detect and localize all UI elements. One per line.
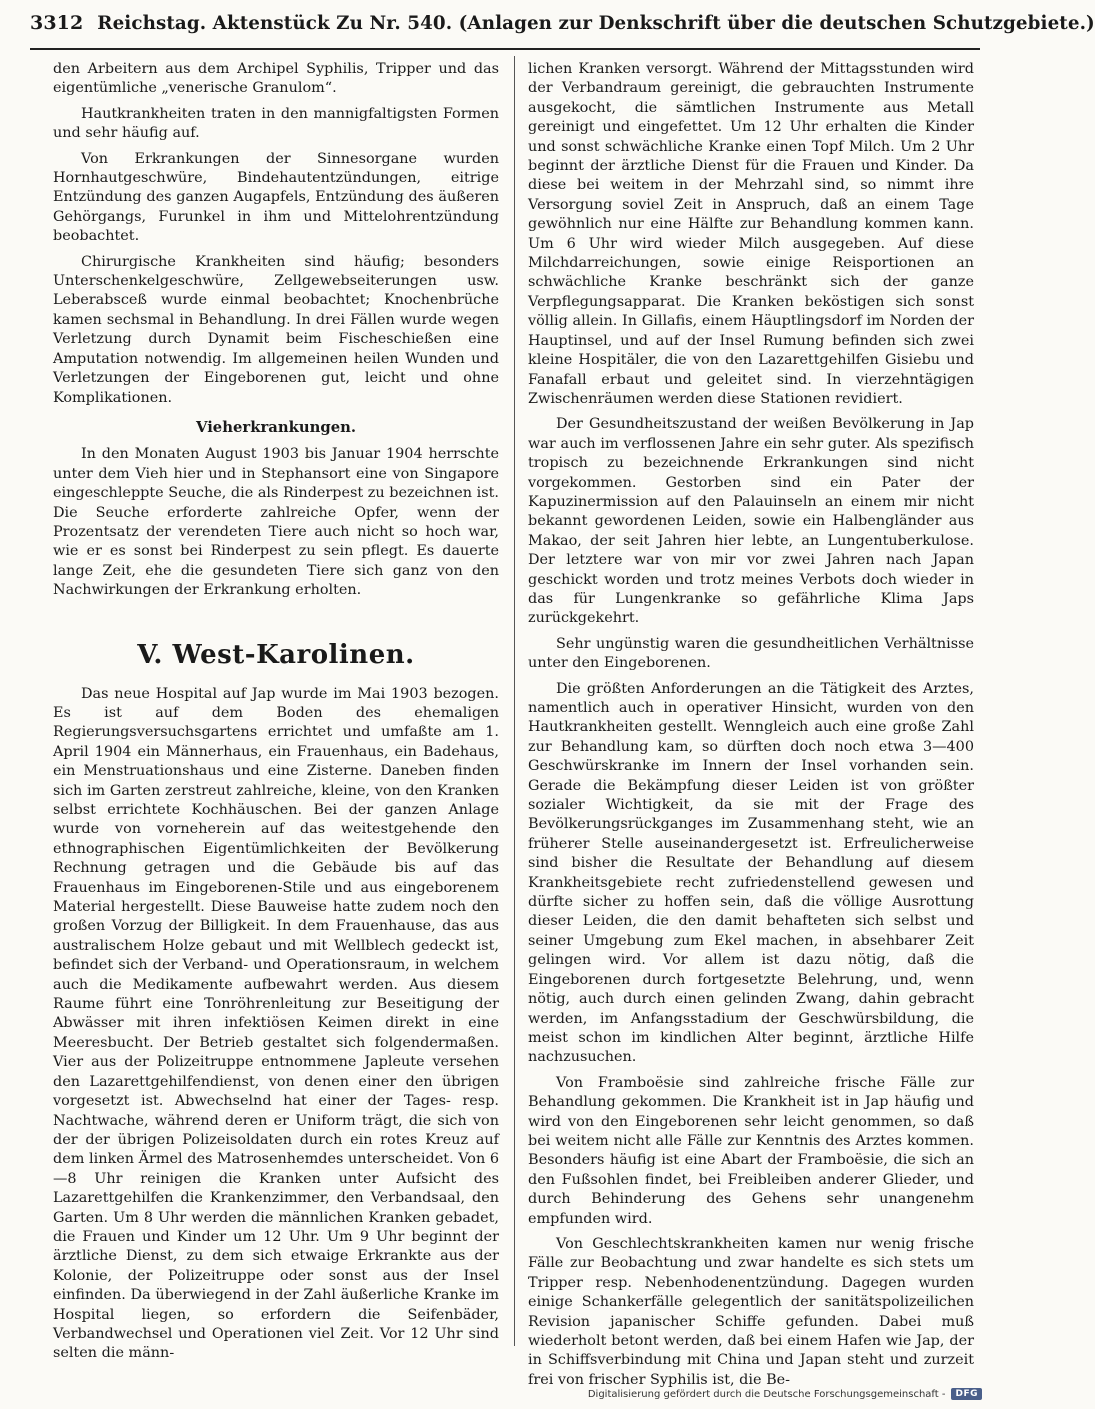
- right-column: [528, 60, 974, 1388]
- paragraph: den Arbeitern aus dem Archipel Syphilis, Tripper und das eigentümliche „venerische Granulom“.: [53, 61, 499, 97]
- subheading: Vieherkrankungen.: [195, 418, 357, 436]
- footer-text: Digitalisierung gefördert durch die Deutsche Forschungsgemeinschaft -: [587, 1388, 946, 1400]
- digitization-footer: [588, 1385, 982, 1403]
- paragraph: Chirurgische Krankheiten sind häufig; besonders Unterschenkelgeschwüre, Zellgewebseiterungen usw. Leberabsceß wurde einmal beobachtet; Knochenbrüche kamen sechsmal in Behandlung. In drei Fällen wurde wegen Verletzung durch Dynamit beim Fischeschießen eine Amputation notwendig. Im allgemeinen heilen Wunden und Verletzungen der Eingeborenen gut, leicht und ohne Komplikationen.: [53, 253, 499, 406]
- paragraph: In den Monaten August 1903 bis Januar 1904 herrschte unter dem Vieh hier und in Stephansort eine von Singapore eingeschleppte Seuche, die als Rinderpest zu bezeichnen ist. Die Seuche erforderte zahlreiche Opfer, wenn der Prozentsatz der verendeten Tiere auch nicht so hoch war, wie er es sonst bei Rinderpest zu sein pflegt. Es dauerte lange Zeit, ehe die gesundeten Tiere sich ganz von den Nachwirkungen der Erkrankung erholten.: [53, 446, 499, 599]
- paragraph: lichen Kranken versorgt. Während der Mittagsstunden wird der Verbandraum gereinigt, die gebrauchten Instrumente ausgekocht, die sämtlichen Instrumente aus Metall gereinigt und eingefettet. Um 12 Uhr erhalten die Kinder und sonst schwächliche Kranke einen Topf Milch. Um 2 Uhr beginnt der ärztliche Dienst für die Frauen und Kinder. Da diese bei weitem in der Mehrzahl sind, so nimmt ihre Versorgung soviel Zeit in Anspruch, daß an einem Tage gewöhnlich nur eine Hälfte zur Behandlung kommen kann. Um 6 Uhr wird wieder Milch ausgegeben. Auf diese Milchdarreichungen, sowie einige Reisportionen an schwächliche Kranke beschränkt sich der ganze Verpflegungsapparat. Die Kranken beköstigen sich sonst völlig allein. In Gillafis, einem Häuptlingsdorf im Norden der Hauptinsel, und auf der Insel Rumung befinden sich zwei kleine Hospitäler, die von den Lazarettgehilfen Gisiebu und Fanafall erbaut und geleitet sind. In vierzehntägigen Zwischenräumen werden diese Stationen revidiert.: [528, 61, 974, 407]
- paragraph: Von Framboësie sind zahlreiche frische Fälle zur Behandlung gekommen. Die Krankheit ist in Jap häufig und wird von den Eingeborenen sehr leicht genommen, so daß bei weitem nicht alle Fälle zur Kenntnis des Arztes kommen. Besonders häufig ist eine Abart der Framboësie, die sich an den Fußsohlen findet, bei Freibleiben anderer Glieder, und durch Behinderung des Gehens sehr unangenehm empfunden wird.: [528, 1074, 974, 1227]
- dfg-logo: DFG: [951, 1388, 982, 1400]
- section-heading: V. West-Karolinen.: [137, 639, 415, 670]
- paragraph: Hautkrankheiten traten in den mannigfaltigsten Formen und sehr häufig auf.: [53, 105, 499, 142]
- header-title: Reichstag. Aktenstück Zu Nr. 540. (Anlagen zur Denkschrift über die deutschen Schutzgebiete.): [97, 13, 1095, 34]
- paragraph: Das neue Hospital auf Jap wurde im Mai 1903 bezogen. Es ist auf dem Boden des ehemaligen Regierungsversuchsgartens errichtet und umfaßte am 1. April 1904 ein Männerhaus, ein Frauenhaus, ein Badehaus, ein Menstruationshaus und eine Zisterne. Daneben finden sich im Garten zerstreut zahlreiche, kleine, von den Kranken selbst errichtete Kochhäuschen. Bei der ganzen Anlage wurde von vorneherein auf das weitestgehende den ethnographischen Eigentümlichkeiten der Bevölkerung Rechnung getragen und die Gebäude bis auf das Frauenhaus im Eingeborenen-Stile und aus eingeborenem Material hergestellt. Diese Bauweise hatte zudem noch den großen Vorzug der Billigkeit. In dem Frauenhause, das aus australischem Holze gebaut und mit Wellblech gedeckt ist, befindet sich der Verband- und Operationsraum, in welchem auch die Medikamente aufbewahrt werden. Aus diesem Raume führt eine Tonröhrenleitung zur Beseitigung der Abwässer mit ihren infektiösen Keimen direkt in eine Meeresbucht. Der Betrieb gestaltet sich folgendermaßen. Vier aus der Polizeitruppe entnommene Japleute versehen den Lazarettgehilfendienst, von denen einer den übrigen vorgesetzt ist. Abwechselnd hat einer der Tages- resp. Nachtwache, während deren er Uniform trägt, die sich von der der übrigen Polizeisoldaten durch ein rotes Kreuz auf dem linken Ärmel des Matrosenhemdes unterscheidet. Von 6—8 Uhr reinigen die Kranken unter Aufsicht des Lazarettgehilfen die Krankenzimmer, den Verbandsaal, den Garten. Um 8 Uhr werden die männlichen Kranken gebadet, die Frauen und Kinder um 12 Uhr. Um 9 Uhr beginnt der ärztliche Dienst, zu dem sich etwaige Erkrankte aus der Kolonie, der Polizeitruppe oder sonst aus der Insel einfinden. Da überwiegend in der Zahl äußerliche Kranke im Hospital liegen, so erfordern die Seifenbäder, Verbandwechsel und Operationen viel Zeit. Vor 12 Uhr sind selten die männ-: [53, 685, 499, 1362]
- left-column: [53, 60, 499, 1362]
- page-number: 3312: [30, 12, 84, 34]
- column-separator: [514, 56, 515, 1346]
- paragraph: Der Gesundheitszustand der weißen Bevölkerung in Jap war auch im verflossenen Jahre ein sehr guter. Als spezifisch tropisch zu bezeichnende Erkrankungen sind nicht vorgekommen. Gestorben sind ein Pater der Kapuzinermission auf den Palauinseln an einem mir nicht bekannt gewordenen Leiden, sowie ein Halbengländer aus Makao, der seit Jahren hier lebte, an Lungentuberkulose. Der letztere war von mir vor zwei Jahren nach Japan geschickt worden und trotz meines Verbots doch wieder in das für Lungenkranke so gefährliche Klima Japs zurückgekehrt.: [528, 416, 974, 627]
- paragraph: Von Geschlechtskrankheiten kamen nur wenig frische Fälle zur Beobachtung und zwar handelte es sich stets um Tripper resp. Nebenhodenentzündung. Dagegen wurden einige Schankerfälle gelegentlich der sanitätspolizeilichen Revision japanischer Schiffe gefunden. Dabei muß wiederholt betont werden, daß bei einem Hafen wie Jap, der in Schiffsverbindung mit China und Japan steht und zurzeit frei von frischer Syphilis ist, die Be-: [528, 1235, 974, 1388]
- paragraph: Sehr ungünstig waren die gesundheitlichen Verhältnisse unter den Eingeborenen.: [528, 635, 974, 672]
- paragraph: Von Erkrankungen der Sinnesorgane wurden Hornhautgeschwüre, Bindehautentzündungen, eitrige Entzündung des ganzen Augapfels, Entzündung des äußeren Gehörgangs, Furunkel in ihm und Mittelohrentzündung beobachtet.: [53, 150, 499, 245]
- paragraph: Die größten Anforderungen an die Tätigkeit des Arztes, namentlich auch in operativer Hinsicht, wurden von den Hautkrankheiten gestellt. Wenngleich auch eine große Zahl zur Behandlung kam, so dürften doch noch etwa 3—400 Geschwürskranke im Innern der Insel vorhanden sein. Gerade die Bekämpfung dieser Leiden ist von größter sozialer Wichtigkeit, da sie mit der Frage des Bevölkerungsrückganges im Zusammenhang steht, wie an früherer Stelle auseinandergesetzt ist. Erfreulicherweise sind bisher die Resultate der Behandlung auf diesem Krankheitsgebiete recht zufriedenstellend gewesen und dürfte sicher zu hoffen sein, daß die völlige Ausrottung dieser Leiden, die den damit behafteten sich selbst und seiner Umgebung zum Ekel machen, in absehbarer Zeit gelingen wird. Vor allem ist dazu nötig, daß die Eingeborenen durch fortgesetzte Belehrung, und, wenn nötig, auch durch einen gelinden Zwang, dahin gebracht werden, im Anfangsstadium der Geschwürsbildung, die meist schon im kindlichen Alter beginnt, ärztliche Hilfe nachzusuchen.: [528, 680, 974, 1066]
- header-rule: [30, 48, 980, 50]
- page-header: [30, 12, 1095, 44]
